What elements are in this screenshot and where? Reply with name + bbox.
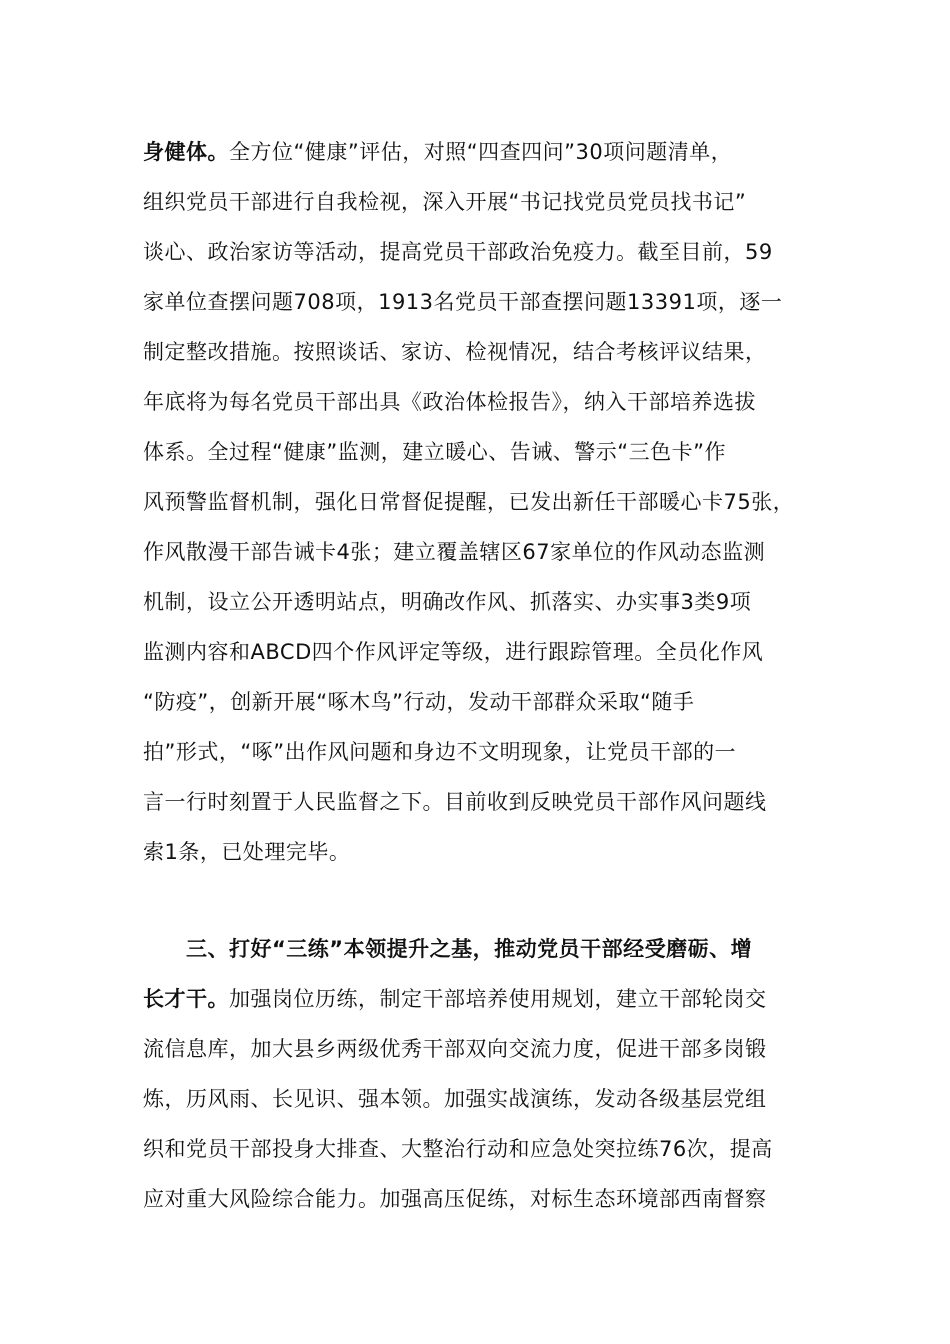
paragraph1-line-14: 言一行时刻置于人民监督之下。目前收到反映党员干部作风问题线 bbox=[143, 790, 767, 814]
paragraph2-line-4: 炼，历风雨、长见识、强本领。加强实战演练，发动各级基层党组 bbox=[143, 1087, 767, 1111]
paragraph1-line-8: 风预警监督机制，强化日常督促提醒，已发出新任干部暖心卡75张， bbox=[143, 490, 795, 514]
paragraph2-line-2-text: 加强岗位历练，制定干部培养使用规划，建立干部轮岗交 bbox=[229, 987, 767, 1011]
paragraph2-line-6: 应对重大风险综合能力。加强高压促练，对标生态环境部西南督察 bbox=[143, 1187, 767, 1211]
paragraph1-line-15: 索1条，已处理完毕。 bbox=[143, 840, 351, 864]
paragraph1-line-1-text: 全方位“健康”评估，对照“四查四问”30项问题清单， bbox=[229, 140, 733, 164]
paragraph2-line-2 bbox=[143, 987, 767, 1011]
paragraph1-line-6: 年底将为每名党员干部出具《政治体检报告》，纳入干部培养选拔 bbox=[143, 390, 756, 414]
paragraph2-lead-bold: 长才干。 bbox=[143, 987, 229, 1011]
section-heading-3: 三、打好“三练”本领提升之基，推动党员干部经受磨砺、增 bbox=[186, 937, 753, 961]
paragraph1-line-9: 作风散漫干部告诫卡4张；建立覆盖辖区67家单位的作风动态监测 bbox=[143, 540, 766, 564]
paragraph1-line-13: 拍”形式，“啄”出作风问题和身边不文明现象，让党员干部的一 bbox=[143, 740, 737, 764]
paragraph1-line-7: 体系。全过程“健康”监测，建立暖心、告诫、警示“三色卡”作 bbox=[143, 440, 727, 464]
paragraph1-line-11: 监测内容和ABCD四个作风评定等级，进行跟踪管理。全员化作风 bbox=[143, 640, 764, 664]
paragraph1-line-5: 制定整改措施。按照谈话、家访、检视情况，结合考核评议结果， bbox=[143, 340, 767, 364]
paragraph1-line-3: 谈心、政治家访等活动，提高党员干部政治免疫力。截至目前，59 bbox=[143, 240, 773, 264]
paragraph1-line-4: 家单位查摆问题708项，1913名党员干部查摆问题13391项，逐一 bbox=[143, 290, 783, 314]
paragraph1-line-10: 机制，设立公开透明站点，明确改作风、抓落实、办实事3类9项 bbox=[143, 590, 752, 614]
paragraph1-lead-bold: 身健体。 bbox=[143, 140, 229, 164]
paragraph1-line-1 bbox=[143, 140, 732, 164]
paragraph2-line-5: 织和党员干部投身大排查、大整治行动和应急处突拉练76次，提高 bbox=[143, 1137, 773, 1161]
paragraph2-line-3: 流信息库，加大县乡两级优秀干部双向交流力度，促进干部多岗锻 bbox=[143, 1037, 767, 1061]
paragraph1-line-12: “防疫”，创新开展“啄木鸟”行动，发动干部群众采取“随手 bbox=[143, 690, 695, 714]
paragraph1-line-2: 组织党员干部进行自我检视，深入开展“书记找党员党员找书记” bbox=[143, 190, 747, 214]
